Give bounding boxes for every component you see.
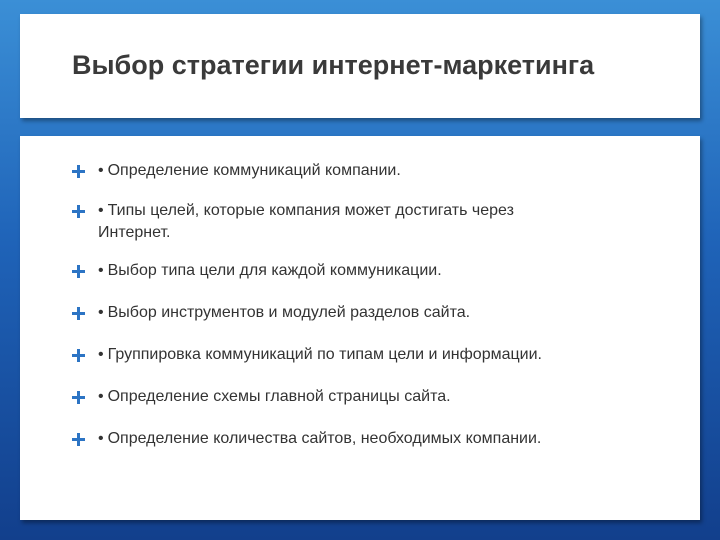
- plus-icon: [70, 160, 86, 182]
- list-item: [70, 200, 630, 244]
- plus-icon: [70, 260, 86, 282]
- list-item-text: • Выбор инструментов и модулей разделов сайта.: [98, 304, 471, 321]
- list-item: [70, 302, 630, 324]
- list-item: [70, 386, 630, 408]
- content-panel: [20, 136, 700, 520]
- plus-icon: [70, 302, 86, 324]
- list-item: [70, 344, 630, 366]
- slide-title: Выбор стратегии интернет-маркетинга: [72, 50, 595, 80]
- list-item: [70, 160, 630, 182]
- list-item-text: • Определение количества сайтов, необходимых компании.: [98, 430, 542, 447]
- plus-icon: [70, 428, 86, 450]
- list-item-text: • Выбор типа цели для каждой коммуникации.: [98, 262, 442, 279]
- list-item-text: • Определение коммуникаций компании.: [98, 162, 401, 179]
- plus-icon: [70, 386, 86, 408]
- title-panel: [20, 14, 700, 118]
- list-item-text: • Определение схемы главной страницы сайта.: [98, 388, 451, 405]
- plus-icon: [70, 200, 86, 222]
- plus-icon: [70, 344, 86, 366]
- list-item: [70, 428, 630, 450]
- list-item-text: • Типы целей, которые компания может достигать через Интернет.: [98, 202, 514, 241]
- list-item-text: • Группировка коммуникаций по типам цели и информации.: [98, 346, 542, 363]
- list-item: [70, 260, 630, 282]
